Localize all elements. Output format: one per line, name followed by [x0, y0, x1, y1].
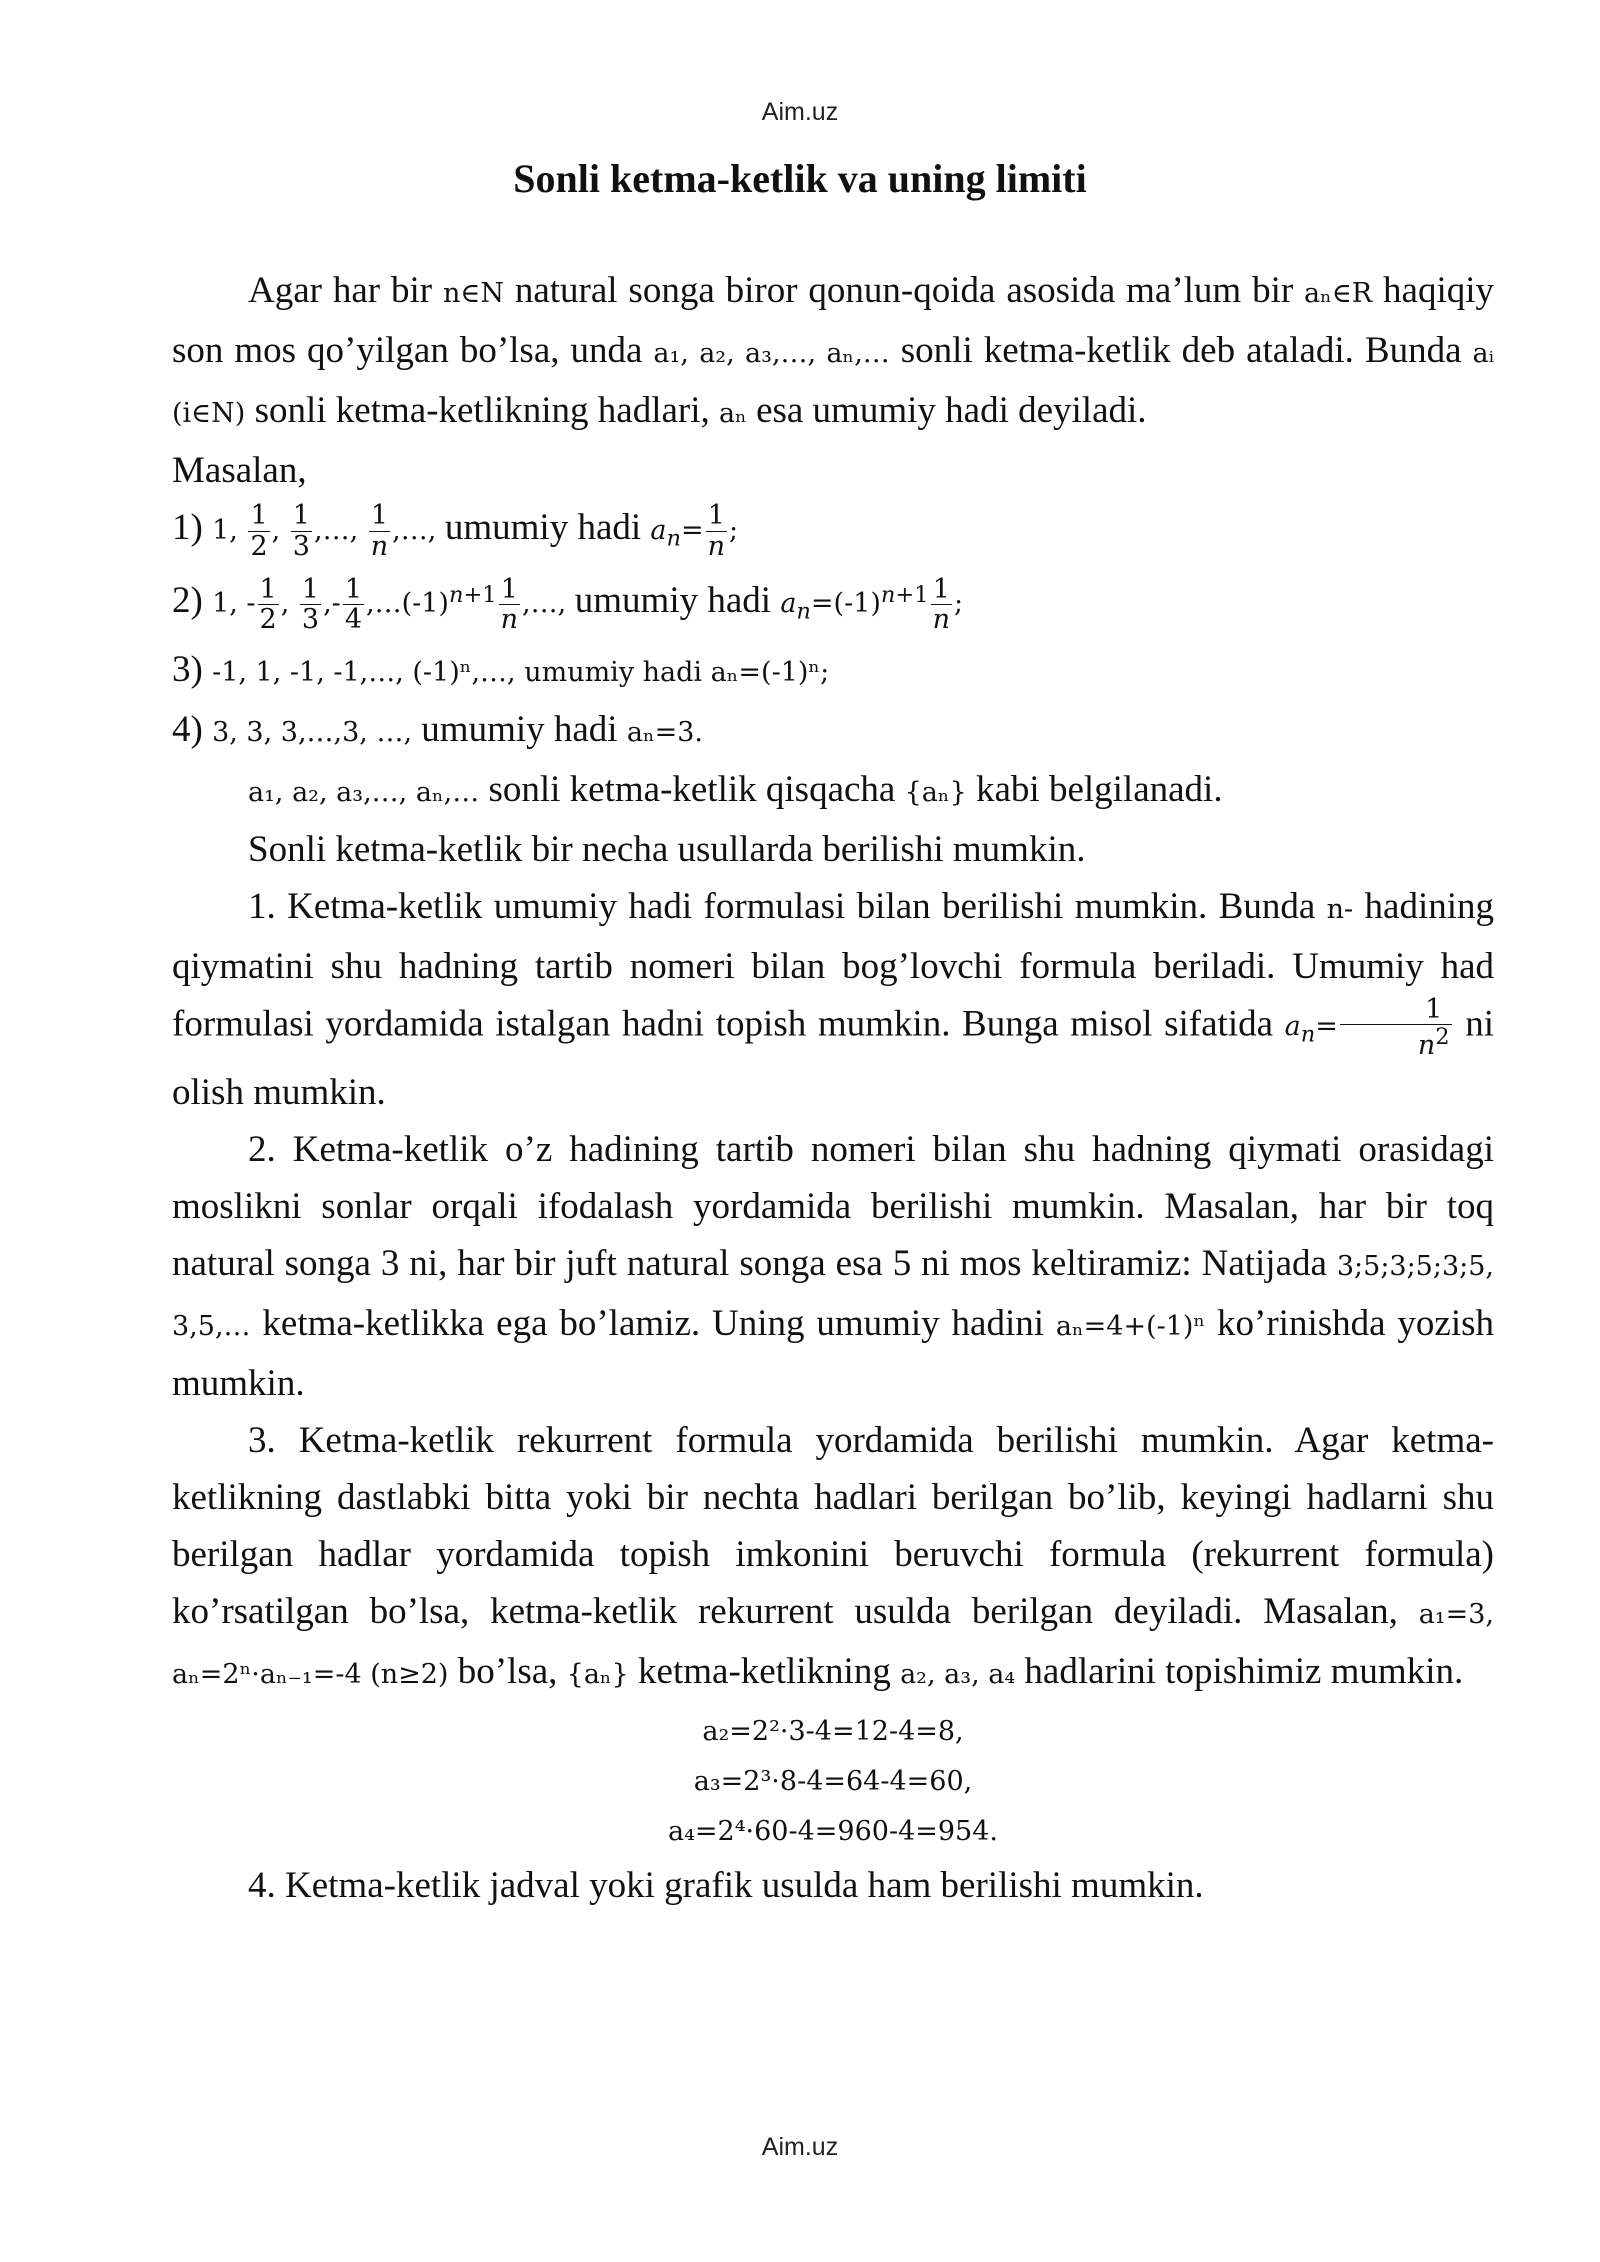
example-1: 1) 1, $\frac{1}{2}$ , $\frac{1}{3}$ ,…, $\frac{1}{n}$ ,…, umumiy hadi $a_n=$ $\frac{1}{n}$ ; [172, 500, 739, 562]
example-2: 2) 1, - $\frac{1}{2}$ , $\frac{1}{3}$ ,- $\frac{1}{4}$ $,\dots(-1)^{n+1}$ $\frac{1}{n}$ ,…, umumiy hadi $a_n=(-1)^{n+1}$ $\frac{1}{n}$ ; [172, 573, 964, 636]
footer-site-label: Aim.uz [761, 2133, 839, 2161]
calculations [172, 1707, 1494, 1857]
calc-a4: a₄=2⁴·60-4=960-4=954. [668, 1815, 998, 1847]
page-title: Sonli ketma-ketlik va uning limiti [513, 156, 1087, 201]
calc-a2: a₂=2²·3-4=12-4=8, [702, 1715, 964, 1747]
method-1: 1. Ketma-ketlik umumiy hadi formulasi bilan berilishi mumkin. Bunda n- hadining qiymatini shu hadning tartib nomeri bilan bog’lovchi formula beriladi. Umumiy had formulasi yordamida istalgan hadni topish mumkin. Bunga misol sifatida $a_n=$ $\frac{1}{n^2}$ ni olish mumkin. [172, 885, 1495, 1113]
header-site-label: Aim.uz [761, 98, 839, 126]
method-3: 3. Ketma-ketlik rekurrent formula yordamida berilishi mumkin. Agar ketma-ketlikning dastlabki bitta yoki bir nechta hadlari berilgan bo’lib, keyingi hadlarni shu berilgan hadlar yordamida topish imkonini beruvchi formula (rekurrent formula) ko’rsatilgan bo’lsa, ketma-ketlik rekurrent usulda berilgan deyiladi. Masalan, a₁=3, aₙ=2ⁿ·aₙ₋₁=-4 (n≥2) bo’lsa, {aₙ} ketma-ketlikning a₂, a₃, a₄ hadlarini topishimiz mumkin. [172, 1419, 1494, 1692]
document-body [172, 262, 1494, 1914]
method-4: 4. Ketma-ketlik jadval yoki grafik usulda ham berilishi mumkin. [248, 1864, 1204, 1906]
method-2: 2. Ketma-ketlik o’z hadining tartib nomeri bilan shu hadning qiymati orasidagi moslikni sonlar orqali ifodalash yordamida berilishi mumkin. Masalan, har bir toq natural songa 3 ni, har bir juft natural songa esa 5 ni mos keltiramiz: Natijada 3;5;3;5;3;5, 3,5,… ketma-ketlikka ega bo’lamiz. Uning umumiy hadini aₙ=4+(-1)ⁿ ko’rinishda yozish mumkin. [172, 1128, 1494, 1404]
example-3: 3) -1, 1, -1, -1,…, (-1)ⁿ,…, umumiy hadi aₙ=(-1)ⁿ; [172, 648, 830, 690]
definition-paragraph: Agar har bir n∈N natural songa biror qonun-qoida asosida ma’lum bir aₙ∈R haqiqiy son mos qo’yilgan bo’lsa, unda a₁, a₂, a₃,…, aₙ,… sonli ketma-ketlik deb ataladi. Bunda aᵢ (i∈N) sonli ketma-ketlikning hadlari, aₙ esa umumiy hadi deyiladi. [172, 270, 1495, 431]
notation-paragraph: a₁, a₂, a₃,…, aₙ,… sonli ketma-ketlik qisqacha {aₙ} kabi belgilanadi. [248, 768, 1223, 810]
calc-a3: a₃=2³·8-4=64-4=60, [693, 1765, 973, 1797]
examples-heading: Masalan, [172, 450, 307, 491]
example-4: 4) 3, 3, 3,…,3, …, umumiy hadi aₙ=3. [172, 708, 704, 750]
methods-intro: Sonli ketma-ketlik bir necha usullarda berilishi mumkin. [248, 828, 1086, 870]
